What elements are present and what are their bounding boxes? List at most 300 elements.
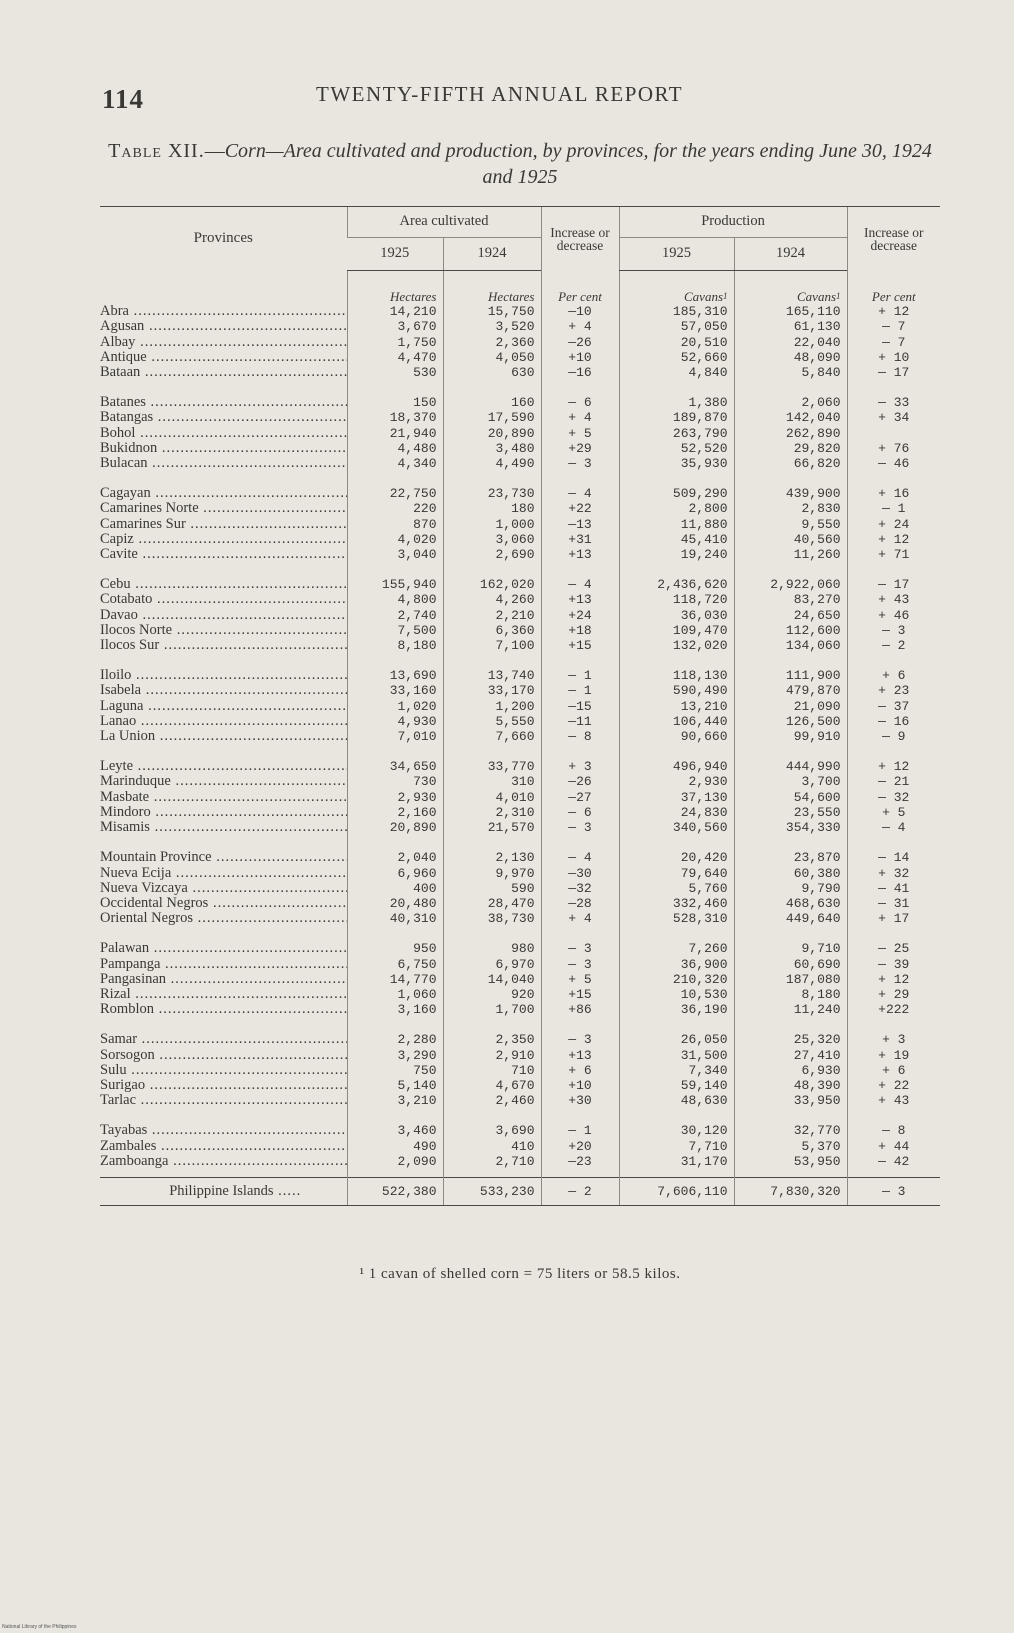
province-name: Abra ..... (100, 304, 347, 319)
cell-production-1924: 40,560 (734, 532, 847, 547)
cell-province (100, 866, 347, 881)
cell-production-change: — 3 (847, 623, 940, 638)
cell-production-change: + 76 (847, 441, 940, 456)
province-name: Cavite ..... (100, 547, 347, 562)
cell-area-1924: 20,890 (443, 426, 541, 441)
group-gap (100, 562, 940, 577)
cell-area-1924: 2,130 (443, 850, 541, 865)
cell-production-1924: 60,690 (734, 957, 847, 972)
cell-area-change: +13 (541, 1048, 619, 1063)
table-row (100, 729, 940, 744)
province-name: Isabela ..... (100, 683, 347, 698)
cell-area-1925: 870 (347, 517, 443, 532)
cell-area-change: — 1 (541, 683, 619, 698)
table-row (100, 638, 940, 653)
cell-production-1925: 48,630 (619, 1093, 734, 1108)
cell-production-change: + 17 (847, 911, 940, 926)
cell-production-change: — 4 (847, 820, 940, 835)
unit-per-cent-production: Per cent (847, 271, 940, 305)
cell-province (100, 972, 347, 987)
cell-production-1924: 48,090 (734, 350, 847, 365)
table-row (100, 1048, 940, 1063)
cell-production-1924: 187,080 (734, 972, 847, 987)
cell-production-1925: 30,120 (619, 1123, 734, 1138)
cell-production-change: — 16 (847, 714, 940, 729)
cell-area-1924: 38,730 (443, 911, 541, 926)
table-row (100, 486, 940, 501)
cell-production-1924: 48,390 (734, 1078, 847, 1093)
cell-area-1925: 3,040 (347, 547, 443, 562)
cell-area-1924: 3,690 (443, 1123, 541, 1138)
cell-area-change: —16 (541, 365, 619, 380)
cell-production-1925: 7,260 (619, 941, 734, 956)
cell-area-change: — 3 (541, 820, 619, 835)
province-name: Tayabas ..... (100, 1123, 347, 1138)
group-gap (100, 653, 940, 668)
cell-area-1925: 2,090 (347, 1154, 443, 1169)
cell-production-1924: 134,060 (734, 638, 847, 653)
cell-area-1925: 4,020 (347, 532, 443, 547)
cell-area-1924: 4,050 (443, 350, 541, 365)
cell-area-change: — 8 (541, 729, 619, 744)
cell-production-change: + 12 (847, 972, 940, 987)
cell-province (100, 911, 347, 926)
province-name: Occidental Negros ..... (100, 896, 347, 911)
cell-province (100, 1063, 347, 1078)
cell-area-1924: 6,970 (443, 957, 541, 972)
cell-production-change: — 37 (847, 699, 940, 714)
province-name: Batanes ..... (100, 395, 347, 410)
table-caption-body: Corn—Area cultivated and production, by provinces, for the years ending June 30, 1924 and 1925 (224, 140, 932, 188)
cell-province (100, 1048, 347, 1063)
cell-area-1925: 22,750 (347, 486, 443, 501)
province-name: Palawan ..... (100, 941, 347, 956)
cell-area-change: —26 (541, 335, 619, 350)
group-gap (100, 926, 940, 941)
province-name: Cagayan ..... (100, 486, 347, 501)
cell-province (100, 319, 347, 334)
cell-production-1924: 11,240 (734, 1002, 847, 1017)
table-row (100, 668, 940, 683)
province-name: Pampanga ..... (100, 957, 347, 972)
cell-production-1925: 1,380 (619, 395, 734, 410)
cell-production-1924: 27,410 (734, 1048, 847, 1063)
running-head: TWENTY-FIFTH ANNUAL REPORT (316, 82, 684, 106)
table-row (100, 881, 940, 896)
cell-area-change: — 1 (541, 1123, 619, 1138)
cell-production-1925: 45,410 (619, 532, 734, 547)
province-name: Leyte ..... (100, 759, 347, 774)
header-production: Production (619, 207, 847, 238)
cell-production-1925: 106,440 (619, 714, 734, 729)
cell-area-1924: 2,360 (443, 335, 541, 350)
cell-production-change: + 24 (847, 517, 940, 532)
province-name: Samar ..... (100, 1032, 347, 1047)
unit-cavans-1924: Cavans$^1$ (734, 271, 847, 305)
table-row (100, 608, 940, 623)
cell-area-change: — 3 (541, 1032, 619, 1047)
cell-production-1925: 528,310 (619, 911, 734, 926)
cell-production-1925: 118,720 (619, 592, 734, 607)
province-name: Pangasinan ..... (100, 972, 347, 987)
cell-area-change: — 3 (541, 957, 619, 972)
cell-area-1925: 20,480 (347, 896, 443, 911)
table-caption-dash: — (204, 140, 225, 162)
table-row (100, 532, 940, 547)
cell-area-change: +18 (541, 623, 619, 638)
cell-production-change: — 25 (847, 941, 940, 956)
cell-province (100, 1154, 347, 1169)
province-name: Camarines Norte ..... (100, 501, 347, 516)
group-gap (100, 744, 940, 759)
cell-production-1925: 36,030 (619, 608, 734, 623)
cell-area-1925: 4,340 (347, 456, 443, 471)
cell-area-1925: 2,740 (347, 608, 443, 623)
cell-production-change: + 29 (847, 987, 940, 1002)
cell-production-1924: 354,330 (734, 820, 847, 835)
cell-production-1925: 132,020 (619, 638, 734, 653)
cell-area-1924: 5,550 (443, 714, 541, 729)
cell-production-1925: 5,760 (619, 881, 734, 896)
cell-area-1925: 4,930 (347, 714, 443, 729)
cell-production-change: + 6 (847, 1063, 940, 1078)
cell-production-1924: 5,370 (734, 1139, 847, 1154)
cell-area-1925: 730 (347, 774, 443, 789)
cell-area-1925: 7,500 (347, 623, 443, 638)
cell-area-1925: 150 (347, 395, 443, 410)
table-row (100, 896, 940, 911)
cell-area-1925: 750 (347, 1063, 443, 1078)
table-caption (100, 138, 940, 190)
table-row (100, 1123, 940, 1138)
header-area-change: Increase or decrease (541, 207, 619, 271)
cell-area-1925: 490 (347, 1139, 443, 1154)
cell-area-1925: 2,930 (347, 790, 443, 805)
cell-area-1924: 4,670 (443, 1078, 541, 1093)
group-gap (100, 1017, 940, 1032)
cell-province (100, 896, 347, 911)
cell-area-1925: 3,460 (347, 1123, 443, 1138)
cell-area-1924: 180 (443, 501, 541, 516)
cell-area-change: + 6 (541, 1063, 619, 1078)
header-area-1924: 1924 (443, 238, 541, 271)
cell-area-change: +13 (541, 592, 619, 607)
cell-area-change: — 4 (541, 577, 619, 592)
cell-area-1925: 14,210 (347, 304, 443, 319)
cell-area-1925: 400 (347, 881, 443, 896)
cell-production-change: + 12 (847, 304, 940, 319)
cell-production-1925: 36,190 (619, 1002, 734, 1017)
cell-area-1925: 3,210 (347, 1093, 443, 1108)
cell-area-change: — 4 (541, 850, 619, 865)
cell-production-1925: 263,790 (619, 426, 734, 441)
table-row (100, 759, 940, 774)
cell-province (100, 1139, 347, 1154)
cell-area-change: +10 (541, 350, 619, 365)
cell-area-change: + 5 (541, 972, 619, 987)
table-row (100, 957, 940, 972)
table-row (100, 714, 940, 729)
cell-production-change: + 6 (847, 668, 940, 683)
table-row (100, 699, 940, 714)
table-row (100, 1093, 940, 1108)
cell-production-1925: 10,530 (619, 987, 734, 1002)
cell-production-change: + 32 (847, 866, 940, 881)
cell-province (100, 881, 347, 896)
cell-province (100, 517, 347, 532)
province-name: Ilocos Norte ..... (100, 623, 347, 638)
cell-province (100, 987, 347, 1002)
cell-area-1924: 162,020 (443, 577, 541, 592)
cell-production-1924: 83,270 (734, 592, 847, 607)
cell-area-1924: 3,480 (443, 441, 541, 456)
cell-area-1924: 2,310 (443, 805, 541, 820)
library-stamp: National Library of the Philippines (2, 1624, 77, 1630)
cell-area-1924: 9,970 (443, 866, 541, 881)
unit-hectares-1924: Hectares (443, 271, 541, 305)
cell-area-1925: 4,800 (347, 592, 443, 607)
cell-production-1925: 52,520 (619, 441, 734, 456)
cell-production-change: — 32 (847, 790, 940, 805)
cell-area-change: +22 (541, 501, 619, 516)
cell-area-1925: 40,310 (347, 911, 443, 926)
cell-production-change: + 10 (847, 350, 940, 365)
cell-production-1925: 37,130 (619, 790, 734, 805)
province-name: Antique ..... (100, 350, 347, 365)
header-area-1925: 1925 (347, 238, 443, 271)
cell-area-1924: 3,060 (443, 532, 541, 547)
cell-production-1925: 2,930 (619, 774, 734, 789)
cell-area-change: +30 (541, 1093, 619, 1108)
cell-area-change: + 4 (541, 410, 619, 425)
province-name: Surigao ..... (100, 1078, 347, 1093)
table-caption-lead: Table XII. (108, 140, 205, 162)
cell-province (100, 410, 347, 425)
cell-area-1925: 33,160 (347, 683, 443, 698)
province-name: Camarines Sur ..... (100, 517, 347, 532)
table-row (100, 911, 940, 926)
cell-area-1924: 920 (443, 987, 541, 1002)
cell-production-change: — 14 (847, 850, 940, 865)
cell-production-change: — 3 (847, 1177, 940, 1205)
group-gap (100, 471, 940, 486)
cell-province (100, 699, 347, 714)
cell-area-1924: 1,200 (443, 699, 541, 714)
province-name: Rizal ..... (100, 987, 347, 1002)
cell-area-1925: 6,960 (347, 866, 443, 881)
cell-area-1925: 1,750 (347, 335, 443, 350)
cell-production-1924: 24,650 (734, 608, 847, 623)
cell-production-1924: 25,320 (734, 1032, 847, 1047)
province-name: Zambales ..... (100, 1139, 347, 1154)
cell-production-1924: 23,870 (734, 850, 847, 865)
cell-area-1925: 530 (347, 365, 443, 380)
cell-production-1925: 35,930 (619, 456, 734, 471)
cell-area-1924: 3,520 (443, 319, 541, 334)
cell-area-1925: 3,290 (347, 1048, 443, 1063)
cell-area-1924: 2,690 (443, 547, 541, 562)
province-name: Mindoro ..... (100, 805, 347, 820)
cell-province (100, 759, 347, 774)
cell-production-1924: 8,180 (734, 987, 847, 1002)
cell-province (100, 1002, 347, 1017)
cell-production-1925: 52,660 (619, 350, 734, 365)
cell-area-1924: 4,260 (443, 592, 541, 607)
cell-province (100, 335, 347, 350)
cell-production-change: + 71 (847, 547, 940, 562)
cell-area-1924: 2,910 (443, 1048, 541, 1063)
cell-production-1924: 53,950 (734, 1154, 847, 1169)
cell-area-1924: 310 (443, 774, 541, 789)
cell-province (100, 608, 347, 623)
cell-production-1925: 90,660 (619, 729, 734, 744)
cell-production-1925: 2,800 (619, 501, 734, 516)
table-row (100, 426, 940, 441)
cell-area-1925: 34,650 (347, 759, 443, 774)
table-row (100, 501, 940, 516)
unit-hectares-1925: Hectares (347, 271, 443, 305)
cell-production-change: — 31 (847, 896, 940, 911)
cell-production-change: — 9 (847, 729, 940, 744)
table-row (100, 365, 940, 380)
header-production-1924: 1924 (734, 238, 847, 271)
cell-province (100, 1177, 347, 1205)
cell-production-1924: 468,630 (734, 896, 847, 911)
cell-area-change: + 3 (541, 759, 619, 774)
cell-area-1925: 3,160 (347, 1002, 443, 1017)
cell-production-change: + 16 (847, 486, 940, 501)
cell-area-change: +24 (541, 608, 619, 623)
table-row (100, 972, 940, 987)
cell-area-change: — 3 (541, 456, 619, 471)
cell-production-1924: 22,040 (734, 335, 847, 350)
cell-production-1924: 54,600 (734, 790, 847, 805)
cell-production-change: + 12 (847, 532, 940, 547)
table-row (100, 350, 940, 365)
table-row (100, 866, 940, 881)
province-name: Masbate ..... (100, 790, 347, 805)
cell-area-change: + 4 (541, 319, 619, 334)
cell-area-1925: 4,480 (347, 441, 443, 456)
cell-area-1925: 6,750 (347, 957, 443, 972)
cell-province (100, 395, 347, 410)
cell-production-change: + 22 (847, 1078, 940, 1093)
cell-province (100, 668, 347, 683)
cell-area-1925: 2,160 (347, 805, 443, 820)
province-name: Agusan ..... (100, 319, 347, 334)
cell-production-change: — 39 (847, 957, 940, 972)
cell-area-change: —15 (541, 699, 619, 714)
cell-production-1925: 109,470 (619, 623, 734, 638)
cell-area-1925: 21,940 (347, 426, 443, 441)
cell-area-change: + 5 (541, 426, 619, 441)
cell-production-change: + 3 (847, 1032, 940, 1047)
province-name: Zamboanga ..... (100, 1154, 347, 1169)
cell-production-1924: 6,930 (734, 1063, 847, 1078)
cell-production-1924: 11,260 (734, 547, 847, 562)
cell-area-change: —30 (541, 866, 619, 881)
table-row (100, 1032, 940, 1047)
cell-province (100, 592, 347, 607)
province-name: Albay ..... (100, 335, 347, 350)
table-row (100, 850, 940, 865)
cell-area-1924: 33,170 (443, 683, 541, 698)
cell-area-change: —26 (541, 774, 619, 789)
cell-production-change: — 17 (847, 365, 940, 380)
cell-area-change: — 2 (541, 1177, 619, 1205)
cell-production-1925: 7,340 (619, 1063, 734, 1078)
cell-area-1924: 21,570 (443, 820, 541, 835)
cell-province (100, 365, 347, 380)
province-name: Batangas ..... (100, 410, 347, 425)
table-row (100, 683, 940, 698)
cell-production-1925: 7,606,110 (619, 1177, 734, 1205)
cell-province (100, 714, 347, 729)
cell-production-1924: 479,870 (734, 683, 847, 698)
cell-production-1924: 111,900 (734, 668, 847, 683)
cell-area-change: — 3 (541, 941, 619, 956)
cell-area-1924: 1,700 (443, 1002, 541, 1017)
province-name: Philippine Islands ..... (169, 1183, 301, 1199)
cell-production-1925: 4,840 (619, 365, 734, 380)
cell-area-1924: 2,210 (443, 608, 541, 623)
province-name: Capiz ..... (100, 532, 347, 547)
cell-production-change: + 5 (847, 805, 940, 820)
cell-province (100, 577, 347, 592)
cell-production-1925: 20,510 (619, 335, 734, 350)
cell-province (100, 957, 347, 972)
cell-production-1925: 332,460 (619, 896, 734, 911)
cell-province (100, 441, 347, 456)
cell-production-1924: 9,710 (734, 941, 847, 956)
cell-production-1924: 61,130 (734, 319, 847, 334)
cell-production-1925: 31,170 (619, 1154, 734, 1169)
cell-area-1924: 4,490 (443, 456, 541, 471)
province-name: Iloilo ..... (100, 668, 347, 683)
header-production-1925: 1925 (619, 238, 734, 271)
cell-area-1925: 4,470 (347, 350, 443, 365)
table-row (100, 335, 940, 350)
cell-area-1925: 950 (347, 941, 443, 956)
cell-province (100, 350, 347, 365)
group-gap (100, 380, 940, 395)
cell-production-1924: 5,840 (734, 365, 847, 380)
cell-production-1924: 449,640 (734, 911, 847, 926)
cell-production-change: — 2 (847, 638, 940, 653)
table-row (100, 805, 940, 820)
cell-area-1924: 980 (443, 941, 541, 956)
cell-production-1924: 2,830 (734, 501, 847, 516)
cell-area-1925: 20,890 (347, 820, 443, 835)
table-row (100, 517, 940, 532)
province-name: Bukidnon ..... (100, 441, 347, 456)
cell-area-1925: 8,180 (347, 638, 443, 653)
cell-production-change: — 1 (847, 501, 940, 516)
cell-area-change: — 4 (541, 486, 619, 501)
cell-production-1925: 19,240 (619, 547, 734, 562)
cell-area-change: +31 (541, 532, 619, 547)
cell-production-change: — 41 (847, 881, 940, 896)
cell-province (100, 456, 347, 471)
table-row (100, 820, 940, 835)
cell-province (100, 532, 347, 547)
cell-production-1924: 32,770 (734, 1123, 847, 1138)
cell-province (100, 850, 347, 865)
cell-area-1925: 5,140 (347, 1078, 443, 1093)
cell-production-1925: 2,436,620 (619, 577, 734, 592)
cell-area-1924: 28,470 (443, 896, 541, 911)
table-row (100, 941, 940, 956)
